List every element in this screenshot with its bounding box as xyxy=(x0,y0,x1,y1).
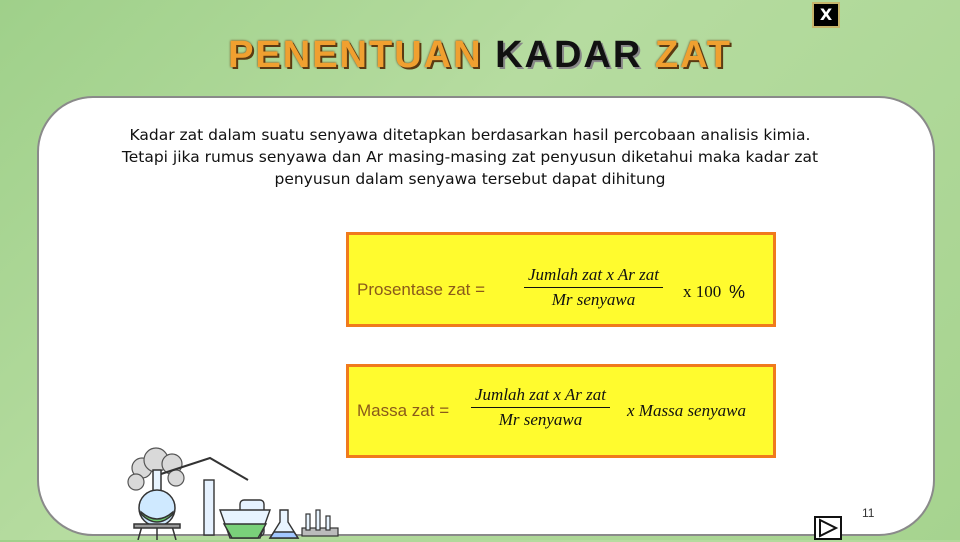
massa-formula-box xyxy=(346,364,776,458)
page-title xyxy=(0,34,960,77)
massa-fraction xyxy=(471,385,610,430)
massa-multiplier: x Massa senyawa xyxy=(627,401,746,420)
prosentase-denominator: Mr senyawa xyxy=(551,290,636,309)
erlenmeyer-icon xyxy=(270,510,298,538)
massa-label: Massa zat = xyxy=(357,401,450,420)
chemistry-lab-icon xyxy=(120,440,340,540)
prosentase-label: Prosentase zat = xyxy=(357,280,486,299)
massa-numerator: Jumlah zat x Ar zat xyxy=(471,385,610,408)
intro-paragraph: Kadar zat dalam suatu senyawa ditetapkan berdasarkan hasil percobaan analisis kimia. Tetapi jika rumus senyawa dan Ar masing-masing zat penyusun diketahui maka kadar zat penyusun dalam senyawa tersebut dapat dihitung xyxy=(121,126,819,188)
close-button[interactable]: X xyxy=(812,2,840,28)
prosentase-numerator: Jumlah zat x Ar zat xyxy=(524,265,663,288)
prosentase-formula-box xyxy=(346,232,776,327)
massa-denominator: Mr senyawa xyxy=(498,410,583,429)
percent-unit: % xyxy=(729,282,746,302)
play-triangle-icon xyxy=(816,518,840,538)
title-word-penentuan: PENENTUAN xyxy=(228,34,483,76)
test-tube-rack-icon xyxy=(302,510,338,536)
title-word-zat: ZAT xyxy=(654,34,732,76)
title-word-kadar: KADAR xyxy=(495,34,643,76)
next-button[interactable] xyxy=(814,516,842,540)
prosentase-fraction xyxy=(524,265,663,310)
prosentase-multiplier: x 100 xyxy=(683,282,722,301)
page-number: 11 xyxy=(862,506,875,520)
